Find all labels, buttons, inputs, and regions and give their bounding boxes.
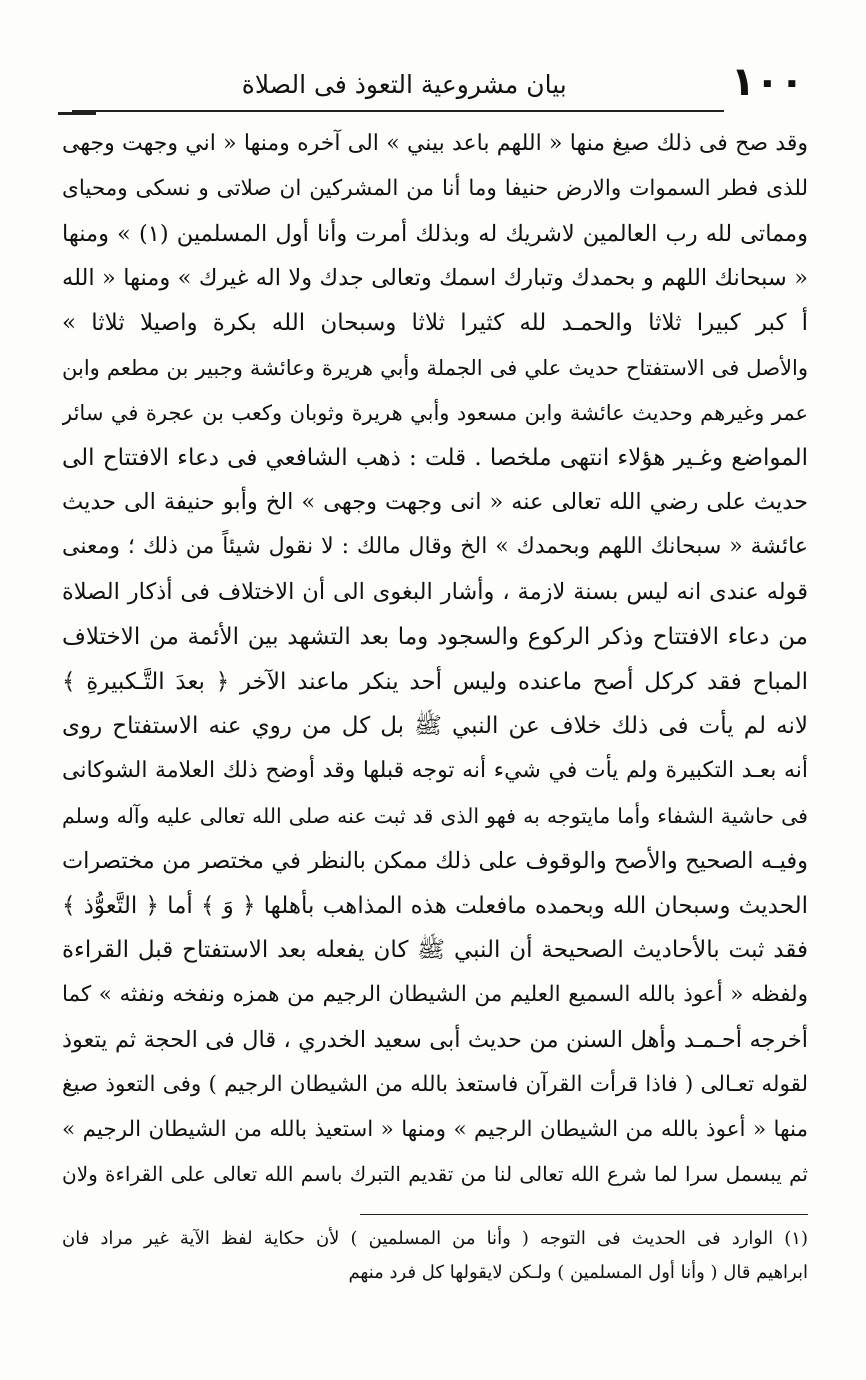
header-mark: [58, 112, 96, 115]
text-line: ثم يبسمل سرا لما شرع الله تعالى لنا من تقديم التبرك باسم الله تعالى على القراءة ولان: [62, 1162, 808, 1187]
running-head: بيان مشروعية التعوذ فى الصلاة: [241, 70, 567, 99]
text-line: والأصل فى الاستفتاح حديث علي فى الجملة وأبي هريرة وعائشة وجبير بن مطعم وابن: [62, 355, 808, 380]
text-line: من دعاء الافتتاح وذكر الركوع والسجود وما بعد التشهد بين الأئمة من الاختلاف: [62, 623, 808, 650]
page-number: ١٠٠: [730, 59, 804, 105]
footnote-line: (١) الوارد فى الحديث فى التوجه ( وأنا من المسلمين ) لأن حكاية لفظ الآية غير مراد فان: [62, 1228, 808, 1249]
text-line: « سبحانك اللهم و بحمدك وتبارك اسمك وتعالى جدك ولا اله غيرك » ومنها « الله: [62, 265, 808, 292]
text-line: المباح فقد كركل أصح ماعنده وليس أحد ينكر ماعند الآخر ﴿ بعدَ التَّـكبيرةِ ﴾: [62, 668, 808, 695]
text-line: عمر وغيرهم وحديث عائشة وابن مسعود وأبي هريرة وثوبان وكعب بن عجرة في سائر: [62, 400, 808, 425]
text-line: وقد صح فى ذلك صيغ منها « اللهم باعد بيني » الى آخره ومنها « اني وجهت وجهى: [62, 131, 808, 156]
text-line: ولفظه « أعوذ بالله السميع العليم من الشيطان الرجيم من همزه ونفخه ونفثه » كما: [62, 982, 808, 1008]
text-line: ومماتى لله رب العالمين لاشريك له وبذلك أمرت وأنا أول المسلمين (١) » ومنها: [62, 220, 808, 247]
text-line: عائشة « سبحانك اللهم وبحمدك » الخ وقال مالك : لا نقول شيئاً من ذلك ؛ ومعنى: [62, 534, 808, 560]
footnotes: [62, 1222, 808, 1290]
text-line: فى حاشية الشفاء وأما مايتوجه به فهو الذى قد ثبت عنه صلى الله تعالى عليه وآله وسلم: [62, 803, 808, 828]
page-header: [62, 56, 804, 104]
text-line: حديث على رضي الله تعالى عنه « انى وجهت وجهى » الخ وأبو حنيفة الى حديث: [62, 489, 808, 516]
text-line: وفيـه الصحيح والأصح والوقوف على ذلك ممكن بالنظر في مختصر من مختصرات: [62, 847, 808, 874]
text-line: منها « أعوذ بالله من الشيطان الرجيم » ومنها « استعيذ بالله من الشيطان الرجيم »: [62, 1116, 808, 1142]
header-rule: [72, 110, 724, 112]
text-line: أنه بعـد التكبيرة ولم يأت في شيء أنه توجه قبلها وقد أوضح ذلك العلامة الشوكانى: [62, 758, 808, 784]
text-line: أ كبر كبيرا ثلاثا والحمـد لله كثيرا ثلاثا وسبحان الله بكرة واصيلا ثلاثا »: [62, 310, 808, 337]
text-line: الحديث وسبحان الله وبحمده مافعلت هذه المذاهب بأهلها ﴿ وَ ﴾ أما ﴿ التَّعوُّذ ﴾: [62, 892, 808, 919]
text-line: لانه لم يأت فى ذلك خلاف عن النبي ﷺ بل كل من روي عنه الاستفتاح روى: [62, 713, 808, 740]
text-line: المواضع وغـير هؤلاء انتهى ملخصا . قلت : ذهب الشافعي فى دعاء الافتتاح الى: [62, 444, 808, 471]
text-line: أخرجه أحـمـد وأهل السنن من حديث أبى سعيد الخدري ، قال فى الحجة ثم يتعوذ: [62, 1026, 808, 1053]
text-line: قوله عندى انه ليس بسنة لازمة ، وأشار البغوى الى أن الاختلاف فى أذكار الصلاة: [62, 578, 808, 605]
text-line: للذى فطر السموات والارض حنيفا وما أنا من المشركين ان صلاتى و نسكى ومحياى: [62, 175, 808, 201]
main-text: [62, 122, 808, 1197]
text-line: لقوله تعـالى ( فاذا قرأت القرآن فاستعذ بالله من الشيطان الرجيم ) وفى التعوذ صيغ: [62, 1071, 808, 1097]
footnote-rule: [360, 1214, 808, 1215]
footnote-line: ابراهيم قال ( وأنا أول المسلمين ) ولـكن لايقولها كل فرد منهم: [348, 1262, 808, 1283]
text-line: فقد ثبت بالأحاديث الصحيحة أن النبي ﷺ كان يفعله بعد الاستفتاح قبل القراءة: [62, 937, 808, 964]
